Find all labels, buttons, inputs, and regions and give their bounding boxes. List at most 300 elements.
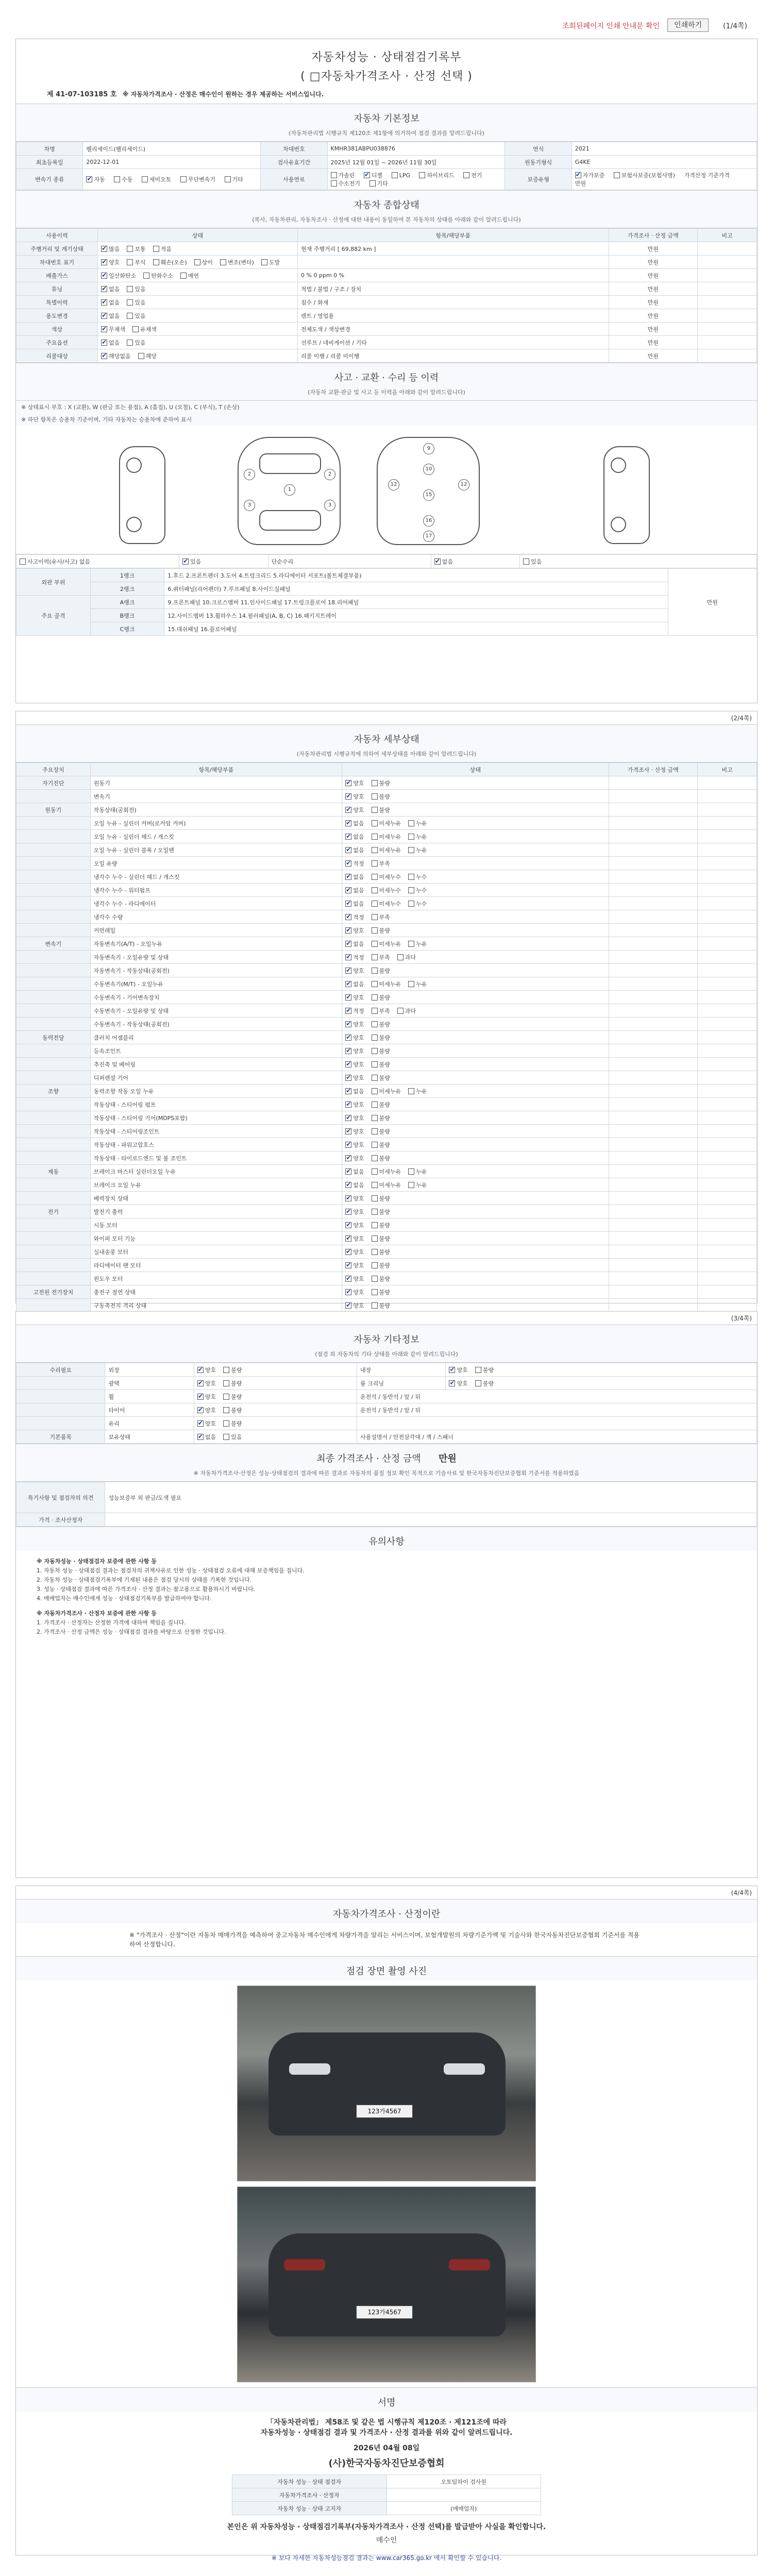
row-group [16,1004,91,1018]
checkbox-icon[interactable] [372,860,378,867]
checkbox-icon[interactable] [223,1407,229,1413]
table-row [16,1111,757,1125]
checkbox-icon[interactable] [143,273,149,279]
table-row [16,1138,757,1151]
row-label: 배출가스 [16,269,98,282]
checkbox-icon[interactable] [331,172,337,178]
row-price [609,1125,697,1138]
checkbox-icon[interactable] [345,1155,351,1161]
option: ✔ 없음 [101,338,120,347]
notice-number: 제 41-07-103185 호 [47,91,117,98]
row-item: 오일 누유 - 실린더 헤드 / 개스킷 [90,830,342,843]
row-item: 충전구 절연 상태 [90,1285,342,1299]
etc-section-desc: (점검 외 자동차의 기타 상태를 아래와 같이 알려드립니다) [16,1349,757,1363]
row-item: 동력조향 작동 오일 누유 [90,1084,342,1098]
row-group [16,870,91,884]
row-note [698,1285,757,1299]
row-item: 발전기 출력 [90,1205,342,1218]
row-status [342,937,609,951]
row-item: 유리 [105,1417,194,1430]
option: ✔ 적정 [345,913,364,921]
checkbox-icon[interactable] [101,273,107,279]
caution-title: 유의사항 [16,1527,757,1551]
row-group [16,843,91,857]
checkbox-icon[interactable] [372,874,378,880]
row-note [698,977,757,991]
checkbox-icon[interactable] [345,1262,351,1268]
car-diagram [16,426,757,554]
checkbox-icon[interactable] [182,558,189,565]
checkbox-icon[interactable] [372,1061,378,1067]
row-price: 만원 [609,269,697,282]
checkbox-icon[interactable] [475,1367,481,1373]
cell-label: 원동기형식 [505,156,572,169]
checkbox-icon[interactable] [197,1380,204,1386]
checkbox-icon[interactable] [372,1048,378,1054]
option: ✔ 양호 [345,1060,364,1069]
option: ✔ 일산화탄소 [101,272,136,280]
checkbox-icon[interactable] [223,1394,229,1400]
row-group [16,1151,91,1165]
checkbox-icon[interactable] [101,353,107,359]
checkbox-icon[interactable] [408,941,414,947]
table-row [16,609,757,622]
option: ✔ 양호 [345,1288,364,1296]
sign-table: 자동차 성능 · 상태 점검자 오토팀하이 검사원 자동차가격조사 · 산정자 자동차 성능 · 상태 고지자 (매매업자) [232,2475,541,2515]
checkbox-icon[interactable] [331,180,337,187]
row-note [698,1071,757,1084]
option: ✔ 없음 [101,312,120,320]
checkbox-icon[interactable] [345,1276,351,1282]
checkbox-icon[interactable] [372,1075,378,1081]
checkbox-icon[interactable] [372,1008,378,1014]
option: 불량 [223,1379,242,1387]
table-row [16,1058,757,1071]
row-item: 윈도우 모터 [90,1272,342,1285]
row-status [98,269,298,282]
checkbox-icon[interactable] [419,172,425,178]
checkbox-icon[interactable] [392,172,398,178]
checkbox-icon[interactable] [345,820,351,826]
checkbox-icon[interactable] [372,1115,378,1121]
option: 훼손(오손) [153,258,187,266]
checkbox-icon[interactable] [345,1142,351,1148]
row-price [609,1071,697,1084]
row-group [16,951,91,964]
rank-label: 1랭크 [90,569,164,582]
checkbox-icon[interactable] [138,353,144,359]
row-status [342,897,609,910]
table-row [16,596,757,609]
cell-label: 가격 · 조사산정자 [16,1513,105,1527]
row-price [609,817,697,830]
checkbox-icon[interactable] [345,887,351,893]
row-price [609,991,697,1004]
checkbox-icon[interactable] [372,1235,378,1242]
option: 불량 [372,779,390,787]
table-row [16,857,757,870]
checkbox-icon[interactable] [449,1380,455,1386]
row-status [446,1377,757,1390]
print-button[interactable]: 인쇄하기 [667,19,709,32]
checkbox-icon[interactable] [372,1101,378,1108]
checkbox-icon[interactable] [408,1088,414,1094]
checkbox-icon[interactable] [223,1380,229,1386]
checkbox-icon[interactable] [197,1394,204,1400]
checkbox-icon[interactable] [372,941,378,947]
checkbox-icon[interactable] [153,246,159,252]
checkbox-icon[interactable] [345,1021,351,1027]
checkbox-icon[interactable] [345,780,351,786]
table-row [16,964,757,977]
cell-label: 검사유효기간 [261,156,327,169]
checkbox-icon[interactable] [449,1367,455,1373]
checkbox-icon[interactable] [372,1021,378,1027]
checkbox-icon[interactable] [372,954,378,960]
table-row [16,1272,757,1285]
checkbox-icon[interactable] [223,1420,229,1427]
checkbox-icon[interactable] [372,834,378,840]
checkbox-icon[interactable] [101,299,107,306]
checkbox-icon[interactable] [372,1155,378,1161]
checkbox-icon[interactable] [408,834,414,840]
table-row [16,582,757,596]
option: 부족 [372,953,390,961]
checkbox-icon[interactable] [180,273,187,279]
row-note [698,1151,757,1165]
etc-table [16,1363,757,1444]
option: 누수 [408,873,427,881]
checkbox-icon[interactable] [345,847,351,853]
checkbox-icon[interactable] [345,927,351,934]
row-group [16,1058,91,1071]
checkbox-icon[interactable] [372,981,378,987]
checkbox-icon[interactable] [463,172,469,178]
checkbox-icon[interactable] [197,1434,204,1440]
checkbox-icon[interactable] [408,874,414,880]
checkbox-icon[interactable] [372,1128,378,1134]
checkbox-icon[interactable] [345,1048,351,1054]
option: ✔ 해당없음 [101,352,131,360]
checkbox-icon[interactable] [345,1088,351,1094]
checkbox-icon[interactable] [345,1115,351,1121]
checkbox-icon[interactable] [345,1222,351,1228]
checkbox-icon[interactable] [372,807,378,813]
checkbox-icon[interactable] [261,259,267,265]
option: 불량 [372,1074,390,1082]
cell-value: 펠리세이드(팰리세이드) [83,142,261,156]
row-item: 광택 [105,1377,194,1390]
checkbox-icon[interactable] [408,847,414,853]
option: ✔ 양호 [345,1208,364,1216]
checkbox-icon[interactable] [372,847,378,853]
row-note [698,1205,757,1218]
checkbox-icon[interactable] [127,299,133,306]
checkbox-icon[interactable] [194,259,200,265]
row-status [342,1138,609,1151]
checkbox-icon[interactable] [225,176,231,182]
checkbox-icon[interactable] [372,1262,378,1268]
checkbox-icon[interactable] [345,1128,351,1134]
checkbox-icon[interactable] [372,1302,378,1309]
checkbox-icon[interactable] [345,793,351,800]
summary-table [16,228,757,363]
checkbox-icon[interactable] [372,994,378,1001]
row-status [98,242,298,256]
checkbox-icon[interactable] [408,820,414,826]
row-price: 만원 [609,256,697,269]
row-group [16,1218,91,1232]
checkbox-icon[interactable] [372,820,378,826]
option: ✔ 없음 [345,833,364,841]
row-status [194,1377,357,1390]
checkbox-icon[interactable] [127,259,133,265]
checkbox-icon[interactable] [197,1420,204,1427]
page-indicator: (1/4쪽) [723,22,747,30]
final-price-note: ※ 자동차가격조사·산정은 성능·상태점검의 결과에 따른 결과로 자동차의 품질 정보 확인 목적으로 기술사료 및 한국자동차진단보증협회 기준서를 적용하였음 [16,1468,757,1482]
checkbox-icon[interactable] [223,1434,229,1440]
checkbox-icon[interactable] [101,313,107,319]
row-label: 주요옵션 [16,336,98,349]
row-group [16,1390,105,1403]
checkbox-icon[interactable] [372,1276,378,1282]
checkbox-icon[interactable] [114,176,120,182]
option: 불량 [223,1406,242,1414]
accident-section-title: 사고 · 교환 · 수리 등 이력 [16,363,757,387]
print-guide-link[interactable]: 조회된페이지 인쇄 안내문 확인 [562,22,660,30]
row-items: 적법 / 불법 / 구조 / 장치 [298,282,609,296]
row-price [609,910,697,924]
checkbox-icon[interactable] [372,1249,378,1255]
row-status [98,309,298,323]
checkbox-icon[interactable] [372,968,378,974]
col-header: 주요장치 [16,763,91,776]
checkbox-icon[interactable] [101,259,107,265]
checkbox-icon[interactable] [372,1289,378,1295]
row-label: 리콜대상 [16,349,98,363]
checkbox-icon[interactable] [345,914,351,920]
checkbox-icon[interactable] [180,176,187,182]
checkbox-icon[interactable] [153,259,159,265]
checkbox-icon[interactable] [345,1008,351,1014]
option: 불량 [372,792,390,801]
checkbox-icon[interactable] [142,176,148,182]
checkbox-icon[interactable] [345,874,351,880]
checkbox-icon[interactable] [345,1209,351,1215]
checkbox-icon[interactable] [345,1195,351,1201]
checkbox-icon[interactable] [408,1168,414,1175]
price-info-title: 자동차가격조사 · 산정이란 [16,1899,757,1923]
checkbox-icon[interactable] [197,1367,204,1373]
option: 불량 [475,1366,494,1374]
checkbox-icon[interactable] [20,558,26,565]
row-note [698,817,757,830]
row-group [16,817,91,830]
option: 불량 [372,1248,390,1256]
checkbox-icon[interactable] [434,558,441,565]
row-status [342,1125,609,1138]
checkbox-icon[interactable] [345,834,351,840]
checkbox-icon[interactable] [345,981,351,987]
checkbox-icon[interactable] [345,954,351,960]
option: 미세누유 [372,940,401,948]
checkbox-icon[interactable] [345,1075,351,1081]
checkbox-icon[interactable] [223,1367,229,1373]
checkbox-icon[interactable] [127,340,133,346]
caution-list: ※ 자동차성능 · 상태점검자 보증에 관한 사항 등 1. 자동차 성능 · 상태점검 결과는 점검자의 귀책사유로 인한 성능 · 상태점검 오류에 대해 보증책임을 집니다. 2. 자동차 성능 · 상태점검기록부에 기재된 내용은 점검 당시의 상태를 기록한 것입니다. 3. 성능 · 상태점검 결과에 따른 가격조사 · 산정 결과는 참고용으로 활용하시기 바랍니다. 4. 매매업자는 매수인에게 성능 · 상태점검기록부를 발급하여야 합니다. ※ 자동차가격조사 · 산정자 보증에 관한 사항 등 1. 가격조사 · 산정자는 산정한 가격에 대하여 책임을 집니다. 2. 가격조사 · 산정 금액은 성능 · 상태점검 결과를 바탕으로 산정한 것입니다. [37,1558,305,1635]
row-status [342,910,609,924]
option: 미세누유 [372,980,401,988]
checkbox-icon[interactable] [345,1182,351,1188]
checkbox-icon[interactable] [127,286,133,292]
row-status [342,1218,609,1232]
checkbox-icon[interactable] [575,172,581,178]
footer-note[interactable]: ※ 보다 자세한 자동차성능점검 결과는 www.car365.go.kr 에서 확인할 수 있습니다. [271,2554,502,2562]
table-row [16,830,757,843]
rank-label: C랭크 [90,622,164,636]
row-group [16,991,91,1004]
checkbox-icon[interactable] [345,1249,351,1255]
checkbox-icon[interactable] [345,901,351,907]
row-item: 등속조인트 [90,1044,342,1058]
table-row [16,1377,757,1390]
checkbox-icon[interactable] [372,1195,378,1201]
checkbox-icon[interactable] [372,1142,378,1148]
sign-notice: 본인은 위 자동차성능 · 상태점검기록부(자동차가격조사 · 산정 선택)를 발급받아 사실을 확인합니다. [227,2523,546,2531]
checkbox-icon[interactable] [132,326,139,332]
checkbox-icon[interactable] [372,901,378,907]
checkbox-icon[interactable] [197,1407,204,1413]
rank-table [16,568,757,636]
row-item: 냉각수 누수 - 워터펌프 [90,884,342,897]
checkbox-icon[interactable] [345,807,351,813]
row-group [16,1377,105,1390]
checkbox-icon[interactable] [372,1168,378,1175]
checkbox-icon[interactable] [345,994,351,1001]
option: 불량 [372,1127,390,1136]
checkbox-icon[interactable] [127,313,133,319]
row-group [16,1138,91,1151]
cell-label: 차명 [16,142,83,156]
checkbox-icon[interactable] [345,1061,351,1067]
checkbox-icon[interactable] [372,887,378,893]
checkbox-icon[interactable] [614,172,620,178]
checkbox-icon[interactable] [101,246,107,252]
checkbox-icon[interactable] [408,887,414,893]
row-note [698,1259,757,1272]
row-note [698,910,757,924]
row-item: 커먼레일 [90,924,342,937]
checkbox-icon[interactable] [372,1222,378,1228]
checkbox-icon[interactable] [345,860,351,867]
row-status [342,1004,609,1018]
checkbox-icon[interactable] [364,172,370,178]
row-status [342,1232,609,1245]
checkbox-icon[interactable] [101,340,107,346]
checkbox-icon[interactable] [408,901,414,907]
checkbox-icon[interactable] [345,1168,351,1175]
checkbox-icon[interactable] [523,558,529,565]
checkbox-icon[interactable] [369,180,376,187]
checkbox-icon[interactable] [372,793,378,800]
row-status [342,1044,609,1058]
checkbox-icon[interactable] [372,1209,378,1215]
row-note [698,1125,757,1138]
table-row [16,1245,757,1259]
row-item: 작동상태 - 스티어링 펌프 [90,1098,342,1111]
option: 불량 [372,1221,390,1229]
option: 미세누유 [372,1167,401,1176]
checkbox-icon[interactable] [408,1182,414,1188]
checkbox-icon[interactable] [372,914,378,920]
cell-label: 변속기 종류 [16,169,83,190]
checkbox-icon[interactable] [345,941,351,947]
option: 불량 [372,1234,390,1243]
option: 불량 [372,1060,390,1069]
row-items: 침수 / 화재 [298,296,609,309]
checkbox-icon[interactable] [345,1302,351,1309]
checkbox-icon[interactable] [372,780,378,786]
row-price [609,870,697,884]
row-item: 작동상태 - 스티어링조인트 [90,1125,342,1138]
rank-parts: 12.사이드멤버 13.휠하우스 14.필러패널(A, B, C) 16.패키지트레이 [164,609,668,622]
checkbox-icon[interactable] [345,1035,351,1041]
row-note [698,336,757,349]
checkbox-icon[interactable] [397,954,404,960]
checkbox-icon[interactable] [372,1035,378,1041]
checkbox-icon[interactable] [372,1088,378,1094]
option: ✔ 양호 [197,1393,216,1401]
checkbox-icon[interactable] [101,326,107,332]
row-price [609,803,697,817]
checkbox-icon[interactable] [101,286,107,292]
accident-legend-2: ※ 하단 항목은 승용차 기준이며, 기타 자동차는 승용차에 준하여 표시 [16,413,757,426]
inspection-photo-front: 123가4567 [237,1986,536,2181]
row-note [698,1165,757,1178]
checkbox-icon[interactable] [345,1235,351,1242]
row-status [194,1363,357,1377]
option: 도말 [261,258,280,266]
table-row [16,1018,757,1031]
checkbox-icon[interactable] [345,1289,351,1295]
row-status [342,790,609,803]
cell-label: 연식 [505,142,572,156]
row-label: 튜닝 [16,282,98,296]
option: ✔ 양호 [345,1275,364,1283]
row-price [609,1018,697,1031]
checkbox-icon[interactable] [345,968,351,974]
checkbox-icon[interactable] [408,981,414,987]
table-row [16,1390,757,1403]
checkbox-icon[interactable] [475,1380,481,1386]
col-header: 가격조사 · 산정 금액 [609,763,697,776]
row-note [698,242,757,256]
checkbox-icon[interactable] [372,1182,378,1188]
checkbox-icon[interactable] [127,246,133,252]
option: 불량 [372,1114,390,1122]
checkbox-icon[interactable] [345,1101,351,1108]
row-status [342,1084,609,1098]
checkbox-icon[interactable] [372,927,378,934]
checkbox-icon[interactable] [397,1008,404,1014]
col-header: 상태 [342,763,609,776]
option: 불량 [372,967,390,975]
option: 누유 [408,833,427,841]
checkbox-icon[interactable] [86,176,92,182]
row-item: 수동변속기 - 오일유량 및 상태 [90,1004,342,1018]
checkbox-icon[interactable] [220,259,226,265]
summary-section-desc: (복사, 자동차관리, 자동차조사 · 산정에 대한 내용이 동일하여 본 자동차의 상태를 아래와 같이 알려드립니다) [16,214,757,228]
